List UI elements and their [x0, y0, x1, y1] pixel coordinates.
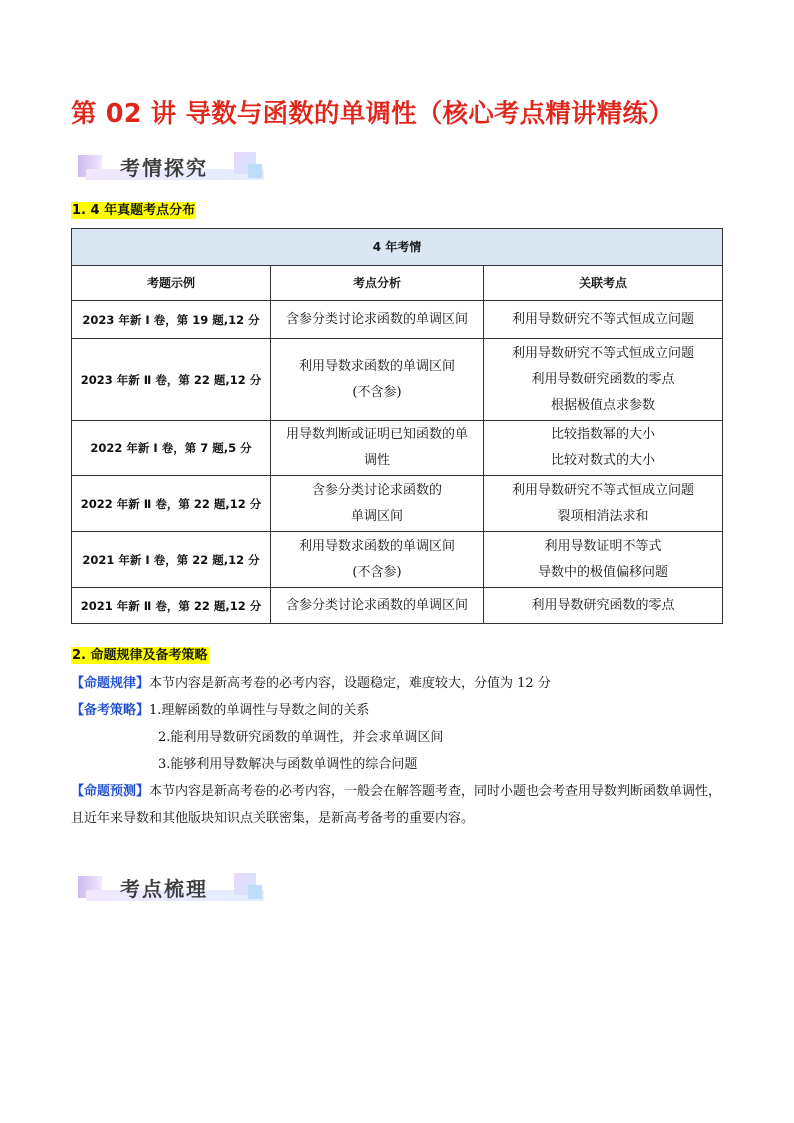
column-header: 考题示例 [72, 266, 271, 301]
point-analysis: 用导数判断或证明已知函数的单 调性 [271, 421, 484, 476]
prediction-paragraph [71, 778, 726, 832]
exam-example: 2023 年新 I 卷，第 19 题,12 分 [72, 301, 271, 339]
section-banner-exam-analysis [78, 152, 268, 188]
table-row [72, 301, 723, 339]
column-header: 关联考点 [484, 266, 723, 301]
table-row [72, 532, 723, 588]
related-points: 比较指数幂的大小 比较对数式的大小 [484, 421, 723, 476]
table-row [72, 588, 723, 624]
exam-example: 2023 年新 Ⅱ 卷，第 22 题,12 分 [72, 339, 271, 421]
table-row [72, 339, 723, 421]
point-analysis: 含参分类讨论求函数的单调区间 [271, 301, 484, 339]
related-points: 利用导数研究不等式恒成立问题 利用导数研究函数的零点 根据极值点求参数 [484, 339, 723, 421]
table-caption: 4 年考情 [72, 229, 723, 266]
rule-tag: 【命题规律】 [71, 676, 150, 691]
banner-decoration [248, 885, 262, 899]
exam-example: 2022 年新 Ⅱ 卷，第 22 题,12 分 [72, 476, 271, 532]
strategy-item: 2.能利用导数研究函数的单调性，并会求单调区间 [158, 730, 444, 745]
page-title: 第 02 讲 导数与函数的单调性（核心考点精讲精练） [71, 99, 674, 129]
point-analysis: 含参分类讨论求函数的单调区间 [271, 588, 484, 624]
strategy-item: 1.理解函数的单调性与导数之间的关系 [149, 703, 370, 718]
exam-example: 2021 年新 Ⅱ 卷，第 22 题,12 分 [72, 588, 271, 624]
exam-example: 2021 年新 I 卷，第 22 题,12 分 [72, 532, 271, 588]
rule-paragraph [71, 670, 726, 697]
rule-text: 本节内容是新高考卷的必考内容，设题稳定，难度较大，分值为 12 分 [149, 676, 551, 691]
table-row [72, 421, 723, 476]
exam-example: 2022 年新 I 卷，第 7 题,5 分 [72, 421, 271, 476]
subheading-strategy: 2. 命题规律及备考策略 [72, 648, 208, 663]
banner-decoration [248, 164, 262, 178]
related-points: 利用导数研究函数的零点 [484, 588, 723, 624]
prediction-tag: 【命题预测】 [71, 784, 150, 799]
strategy-tag: 【备考策略】 [71, 703, 150, 718]
related-points: 利用导数研究不等式恒成立问题 裂项相消法求和 [484, 476, 723, 532]
subheading-distribution: 1. 4 年真题考点分布 [72, 203, 196, 218]
prediction-text: 本节内容是新高考卷的必考内容，一般会在解答题考查，同时小题也会考查用导数判断函数单调性，且近年来导数和其他版块知识点关联密集，是新高考备考的重要内容。 [71, 784, 722, 826]
point-analysis: 含参分类讨论求函数的 单调区间 [271, 476, 484, 532]
strategy-item: 3.能够利用导数解决与函数单调性的综合问题 [158, 757, 418, 772]
related-points: 利用导数研究不等式恒成立问题 [484, 301, 723, 339]
section-title: 考点梳理 [120, 877, 208, 901]
section-title: 考情探究 [120, 156, 208, 180]
table-row [72, 476, 723, 532]
section-banner-key-points [78, 873, 268, 909]
exam-distribution-table [71, 228, 723, 624]
related-points: 利用导数证明不等式 导数中的极值偏移问题 [484, 532, 723, 588]
point-analysis: 利用导数求函数的单调区间 (不含参) [271, 339, 484, 421]
column-header: 考点分析 [271, 266, 484, 301]
point-analysis: 利用导数求函数的单调区间 (不含参) [271, 532, 484, 588]
strategy-paragraph [71, 697, 726, 724]
